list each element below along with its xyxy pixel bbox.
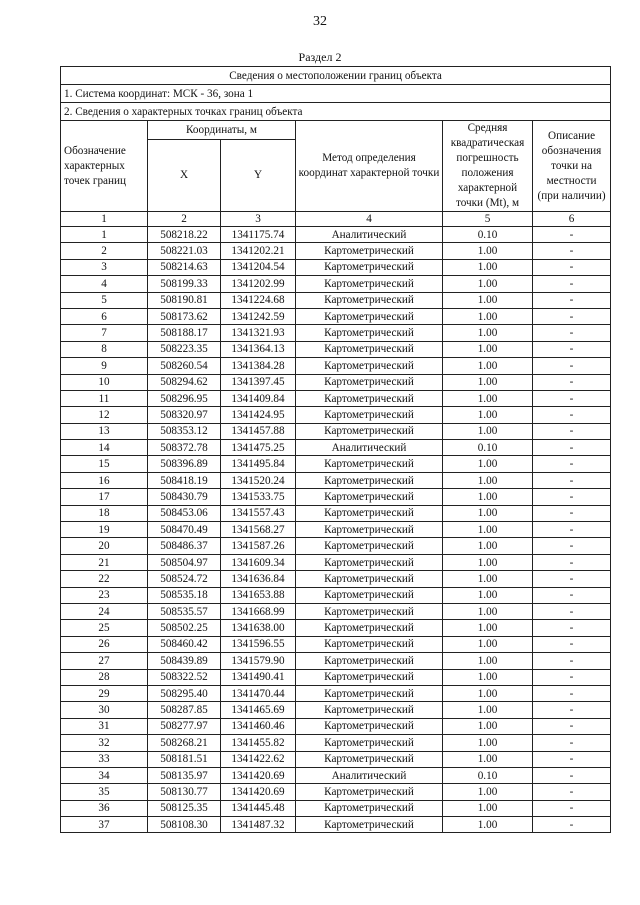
point-number: 17 [61,489,148,505]
point-number: 26 [61,636,148,652]
method: Картометрический [296,358,443,374]
method: Картометрический [296,390,443,406]
point-number: 28 [61,669,148,685]
table-row [61,472,611,488]
table-row [61,522,611,538]
header-y: Y [221,139,296,211]
method: Картометрический [296,538,443,554]
accuracy: 0.10 [443,767,533,783]
description: - [533,276,611,292]
point-number: 20 [61,538,148,554]
y-coordinate: 1341609.34 [221,554,296,570]
description: - [533,390,611,406]
x-coordinate: 508268.21 [148,735,221,751]
accuracy: 1.00 [443,538,533,554]
x-coordinate: 508372.78 [148,440,221,456]
description: - [533,751,611,767]
y-coordinate: 1341638.00 [221,620,296,636]
x-coordinate: 508322.52 [148,669,221,685]
x-coordinate: 508524.72 [148,571,221,587]
x-coordinate: 508535.57 [148,603,221,619]
accuracy: 1.00 [443,472,533,488]
table-row [61,456,611,472]
point-number: 4 [61,276,148,292]
point-number: 13 [61,423,148,439]
point-number: 10 [61,374,148,390]
y-coordinate: 1341175.74 [221,227,296,243]
y-coordinate: 1341470.44 [221,685,296,701]
header-point: Обозначение характерных точек границ [61,121,148,212]
accuracy: 1.00 [443,702,533,718]
table-row [61,817,611,833]
y-coordinate: 1341579.90 [221,653,296,669]
x-coordinate: 508214.63 [148,259,221,275]
y-coordinate: 1341668.99 [221,603,296,619]
coordinate-system: 1. Система координат: МСК - 36, зона 1 [61,85,611,103]
table-row [61,554,611,570]
y-coordinate: 1341422.62 [221,751,296,767]
y-coordinate: 1341321.93 [221,325,296,341]
point-number: 5 [61,292,148,308]
accuracy: 1.00 [443,685,533,701]
table-row [61,308,611,324]
accuracy: 0.10 [443,227,533,243]
method: Картометрический [296,276,443,292]
method: Картометрический [296,292,443,308]
y-coordinate: 1341533.75 [221,489,296,505]
method: Картометрический [296,817,443,833]
description: - [533,538,611,554]
x-coordinate: 508260.54 [148,358,221,374]
x-coordinate: 508125.35 [148,800,221,816]
description: - [533,227,611,243]
description: - [533,554,611,570]
x-coordinate: 508295.40 [148,685,221,701]
point-number: 1 [61,227,148,243]
table-row [61,685,611,701]
description: - [533,718,611,734]
description: - [533,735,611,751]
table-row [61,653,611,669]
y-coordinate: 1341420.69 [221,784,296,800]
point-number: 22 [61,571,148,587]
point-number: 32 [61,735,148,751]
table-row [61,571,611,587]
description: - [533,489,611,505]
method: Картометрический [296,522,443,538]
x-coordinate: 508453.06 [148,505,221,521]
method: Картометрический [296,243,443,259]
accuracy: 1.00 [443,636,533,652]
x-coordinate: 508439.89 [148,653,221,669]
table-row [61,440,611,456]
description: - [533,341,611,357]
accuracy: 1.00 [443,735,533,751]
description: - [533,571,611,587]
description: - [533,472,611,488]
x-coordinate: 508135.97 [148,767,221,783]
x-coordinate: 508130.77 [148,784,221,800]
y-coordinate: 1341490.41 [221,669,296,685]
method: Картометрический [296,718,443,734]
y-coordinate: 1341384.28 [221,358,296,374]
x-coordinate: 508199.33 [148,276,221,292]
table-subtitle: 2. Сведения о характерных точках границ объекта [61,103,611,121]
method: Картометрический [296,751,443,767]
y-coordinate: 1341465.69 [221,702,296,718]
y-coordinate: 1341202.21 [221,243,296,259]
page-number: 32 [313,14,327,29]
description: - [533,817,611,833]
description: - [533,603,611,619]
point-number: 16 [61,472,148,488]
x-coordinate: 508430.79 [148,489,221,505]
accuracy: 1.00 [443,407,533,423]
method: Картометрический [296,784,443,800]
x-coordinate: 508535.18 [148,587,221,603]
method: Картометрический [296,603,443,619]
method: Картометрический [296,636,443,652]
accuracy: 1.00 [443,784,533,800]
x-coordinate: 508221.03 [148,243,221,259]
col-number: 5 [443,212,533,227]
x-coordinate: 508296.95 [148,390,221,406]
x-coordinate: 508181.51 [148,751,221,767]
table-row [61,669,611,685]
table-row [61,423,611,439]
method: Картометрический [296,800,443,816]
x-coordinate: 508108.30 [148,817,221,833]
point-number: 31 [61,718,148,734]
method: Картометрический [296,571,443,587]
accuracy: 1.00 [443,243,533,259]
point-number: 6 [61,308,148,324]
method: Картометрический [296,653,443,669]
method: Картометрический [296,702,443,718]
table-row [61,358,611,374]
method: Картометрический [296,669,443,685]
point-number: 35 [61,784,148,800]
table-row [61,702,611,718]
y-coordinate: 1341653.88 [221,587,296,603]
description: - [533,784,611,800]
point-number: 12 [61,407,148,423]
method: Картометрический [296,308,443,324]
description: - [533,636,611,652]
description: - [533,800,611,816]
accuracy: 1.00 [443,751,533,767]
description: - [533,685,611,701]
method: Картометрический [296,325,443,341]
description: - [533,292,611,308]
table-row [61,784,611,800]
accuracy: 1.00 [443,325,533,341]
y-coordinate: 1341424.95 [221,407,296,423]
description: - [533,440,611,456]
accuracy: 1.00 [443,456,533,472]
y-coordinate: 1341460.46 [221,718,296,734]
y-coordinate: 1341204.54 [221,259,296,275]
point-number: 27 [61,653,148,669]
y-coordinate: 1341242.59 [221,308,296,324]
table-row [61,374,611,390]
header-coords: Координаты, м [148,121,296,140]
point-number: 30 [61,702,148,718]
accuracy: 1.00 [443,505,533,521]
accuracy: 1.00 [443,423,533,439]
x-coordinate: 508418.19 [148,472,221,488]
accuracy: 1.00 [443,817,533,833]
description: - [533,702,611,718]
point-number: 37 [61,817,148,833]
accuracy: 1.00 [443,308,533,324]
accuracy: 1.00 [443,620,533,636]
x-coordinate: 508173.62 [148,308,221,324]
method: Картометрический [296,735,443,751]
point-number: 29 [61,685,148,701]
y-coordinate: 1341397.45 [221,374,296,390]
y-coordinate: 1341568.27 [221,522,296,538]
description: - [533,243,611,259]
accuracy: 1.00 [443,358,533,374]
method: Картометрический [296,489,443,505]
table-caption: Сведения о местоположении границ объекта [61,67,611,85]
method: Картометрический [296,374,443,390]
accuracy: 1.00 [443,571,533,587]
table-row [61,538,611,554]
x-coordinate: 508396.89 [148,456,221,472]
accuracy: 1.00 [443,718,533,734]
y-coordinate: 1341636.84 [221,571,296,587]
header-method: Метод определения координат характерной точки [296,121,443,212]
accuracy: 1.00 [443,292,533,308]
y-coordinate: 1341445.48 [221,800,296,816]
description: - [533,423,611,439]
accuracy: 1.00 [443,603,533,619]
table-row [61,292,611,308]
method: Картометрический [296,587,443,603]
accuracy: 1.00 [443,259,533,275]
accuracy: 1.00 [443,800,533,816]
y-coordinate: 1341596.55 [221,636,296,652]
y-coordinate: 1341495.84 [221,456,296,472]
point-number: 18 [61,505,148,521]
description: - [533,669,611,685]
x-coordinate: 508320.97 [148,407,221,423]
point-number: 24 [61,603,148,619]
x-coordinate: 508277.97 [148,718,221,734]
table-row [61,259,611,275]
y-coordinate: 1341455.82 [221,735,296,751]
method: Картометрический [296,456,443,472]
point-number: 7 [61,325,148,341]
accuracy: 1.00 [443,489,533,505]
accuracy: 1.00 [443,522,533,538]
method: Картометрический [296,505,443,521]
description: - [533,653,611,669]
method: Картометрический [296,685,443,701]
header-x: X [148,139,221,211]
method: Картометрический [296,259,443,275]
x-coordinate: 508223.35 [148,341,221,357]
description: - [533,407,611,423]
method: Аналитический [296,440,443,456]
description: - [533,505,611,521]
method: Картометрический [296,472,443,488]
table-row [61,767,611,783]
y-coordinate: 1341475.25 [221,440,296,456]
x-coordinate: 508188.17 [148,325,221,341]
table-row [61,735,611,751]
table-row [61,636,611,652]
method: Аналитический [296,767,443,783]
x-coordinate: 508353.12 [148,423,221,439]
y-coordinate: 1341364.13 [221,341,296,357]
point-number: 2 [61,243,148,259]
table-row [61,390,611,406]
point-number: 14 [61,440,148,456]
boundary-points-table [60,66,611,833]
accuracy: 1.00 [443,341,533,357]
table-row [61,325,611,341]
accuracy: 1.00 [443,276,533,292]
description: - [533,358,611,374]
description: - [533,374,611,390]
point-number: 8 [61,341,148,357]
method: Картометрический [296,554,443,570]
description: - [533,767,611,783]
header-accuracy: Средняя квадратическая погрешность положения характерной точки (Mt), м [443,121,533,212]
accuracy: 1.00 [443,587,533,603]
x-coordinate: 508287.85 [148,702,221,718]
method: Картометрический [296,341,443,357]
table-row [61,603,611,619]
table-row [61,489,611,505]
description: - [533,259,611,275]
accuracy: 1.00 [443,669,533,685]
y-coordinate: 1341224.68 [221,292,296,308]
y-coordinate: 1341487.32 [221,817,296,833]
description: - [533,308,611,324]
accuracy: 1.00 [443,653,533,669]
point-number: 21 [61,554,148,570]
x-coordinate: 508504.97 [148,554,221,570]
y-coordinate: 1341520.24 [221,472,296,488]
x-coordinate: 508190.81 [148,292,221,308]
point-number: 34 [61,767,148,783]
y-coordinate: 1341202.99 [221,276,296,292]
point-number: 3 [61,259,148,275]
method: Аналитический [296,227,443,243]
y-coordinate: 1341587.26 [221,538,296,554]
table-row [61,800,611,816]
point-number: 33 [61,751,148,767]
header-description: Описание обозначения точки на местности (при наличии) [533,121,611,212]
x-coordinate: 508502.25 [148,620,221,636]
description: - [533,325,611,341]
point-number: 15 [61,456,148,472]
table-row [61,505,611,521]
table-row [61,587,611,603]
table-row [61,751,611,767]
y-coordinate: 1341409.84 [221,390,296,406]
point-number: 19 [61,522,148,538]
point-number: 11 [61,390,148,406]
method: Картометрический [296,407,443,423]
table-row [61,620,611,636]
accuracy: 1.00 [443,374,533,390]
section-title: Раздел 2 [298,50,342,64]
method: Картометрический [296,620,443,636]
table-row [61,243,611,259]
x-coordinate: 508218.22 [148,227,221,243]
table-row [61,227,611,243]
y-coordinate: 1341557.43 [221,505,296,521]
table-row [61,276,611,292]
table-row [61,407,611,423]
accuracy: 1.00 [443,390,533,406]
col-number: 1 [61,212,148,227]
method: Картометрический [296,423,443,439]
x-coordinate: 508486.37 [148,538,221,554]
col-number: 3 [221,212,296,227]
point-number: 25 [61,620,148,636]
x-coordinate: 508460.42 [148,636,221,652]
accuracy: 1.00 [443,554,533,570]
description: - [533,522,611,538]
point-number: 36 [61,800,148,816]
col-number: 4 [296,212,443,227]
table-row [61,718,611,734]
x-coordinate: 508470.49 [148,522,221,538]
description: - [533,456,611,472]
y-coordinate: 1341420.69 [221,767,296,783]
point-number: 23 [61,587,148,603]
description: - [533,620,611,636]
col-number: 2 [148,212,221,227]
table-row [61,341,611,357]
description: - [533,587,611,603]
accuracy: 0.10 [443,440,533,456]
y-coordinate: 1341457.88 [221,423,296,439]
col-number: 6 [533,212,611,227]
point-number: 9 [61,358,148,374]
x-coordinate: 508294.62 [148,374,221,390]
